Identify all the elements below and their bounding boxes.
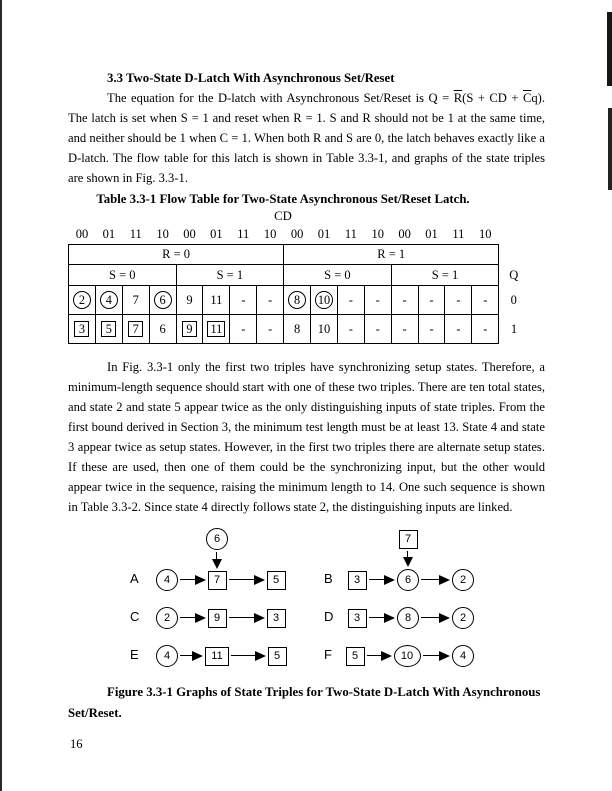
scan-artifact-top-right [607,12,612,86]
column-label: 01 [425,226,438,241]
state-node-circle: 4 [452,645,474,667]
q-spacer [499,224,529,245]
circled-state: 10 [315,291,333,309]
state-cell: - [364,315,391,344]
state-cell [311,286,338,315]
column-label: 01 [210,226,223,241]
intro-text-before: The equation for the D-latch with Asynchronous Set/Reset is [107,91,429,105]
arrow-head [255,651,266,661]
arrow-line [180,617,196,618]
graph-label: B [324,571,333,586]
column-label: 00 [398,226,411,241]
state-node-circle: 2 [452,607,474,629]
arrow-line [367,655,382,656]
circled-state: 2 [73,291,91,309]
state-cell: - [391,315,418,344]
figure-graphs [68,522,545,672]
arrow-head [439,613,450,623]
state-node-circle: 8 [397,607,419,629]
state-cell: - [391,286,418,315]
state-cell: 6 [149,315,176,344]
state-node-square: 3 [267,609,286,628]
q-value: 1 [510,321,518,336]
state-node-square: 11 [205,647,229,666]
s-group-header: S = 1 [391,265,499,286]
column-label: 10 [371,226,384,241]
arrow-head [384,613,395,623]
arrow-line [421,579,440,580]
state-cell: - [230,315,257,344]
state-cell: - [445,315,472,344]
state-node-circle: 10 [394,645,421,667]
state-cell: 10 [311,315,338,344]
graph-label: E [130,647,139,662]
column-label: 00 [75,226,89,241]
arrow-head [439,651,450,661]
table-title: Table 3.3-1 Flow Table for Two-State Asynchronous Set/Reset Latch. [96,192,470,206]
paragraph-analysis: In Fig. 3.3-1 only the first two triples have synchronizing setup states. Therefore, a minimum-length sequence should start with one of these two triples. There are ten total states, and state 2 and state 5 appear twice as the only distinguishing inputs of state triples. From the first bound derived in Section 3, the minimum test length must be at least 13. State 4 and state 3 appear twice as setup states. However, in the first two triples there are alternate setup states. If these are used, then one of them could be the synchronizing input, but the other would appear twice in the sequence, raising the minimum length to 14. One such sequence is shown in Table 3.3-2. Since state 4 directly follows state 2, the distinguishing inputs are linked. [68,360,545,514]
state-cell [203,315,230,344]
equation-lhs: Q = [428,91,454,105]
state-cell: - [418,315,445,344]
state-cell [69,286,96,315]
state-node-square: 9 [208,609,227,628]
arrow-head [254,613,265,623]
state-cell: - [257,286,284,315]
state-cell: - [472,286,499,315]
state-node-circle: 6 [206,528,228,550]
arrow-line [423,655,441,656]
arrow-head [195,613,206,623]
state-node-square: 3 [348,571,367,590]
equation-mid: (S + CD + [462,91,523,105]
state-cell [176,315,203,344]
arrow-head [192,651,203,661]
state-cell: - [230,286,257,315]
arrow-head [195,575,206,585]
graph-label: A [130,571,139,586]
state-node-circle: 6 [397,569,419,591]
column-label: 11 [129,226,142,241]
arrow-line [421,617,440,618]
state-cell: - [257,315,284,344]
r-group-header: R = 0 [69,245,284,265]
down-arrow-head [212,559,222,569]
s-group-header: S = 0 [284,265,392,286]
state-node-square: 3 [348,609,367,628]
boxed-state: 9 [182,321,197,337]
state-node-circle: 2 [156,607,178,629]
s-group-header: S = 0 [69,265,177,286]
state-node-square: 7 [208,571,227,590]
equation-tail: q). [531,91,545,105]
paragraph-intro [68,88,545,188]
graph-label: D [324,609,334,624]
latch-equation [429,91,545,105]
state-cell: 7 [122,286,149,315]
state-node-circle: 4 [156,645,178,667]
table-cd-label: CD [274,209,292,223]
down-arrow-head [403,557,413,567]
arrow-head [384,575,395,585]
figure-caption: Figure 3.3-1 Graphs of State Triples for Two-State D-Latch With Asynchronous Set/Reset. [68,685,541,720]
state-cell: - [445,286,472,315]
state-node-circle: 2 [452,569,474,591]
state-cell: - [418,286,445,315]
state-cell [69,315,96,344]
state-cell [122,315,149,344]
state-cell [284,286,311,315]
scan-edge-left [0,0,2,791]
page-number: 16 [70,737,83,751]
state-node-circle: 4 [156,569,178,591]
arrow-line [229,579,255,580]
column-label: 01 [317,226,331,241]
column-label: 11 [452,226,465,241]
state-cell: - [472,315,499,344]
column-label: 10 [263,226,277,241]
flow-table [68,224,529,344]
arrow-head [381,651,392,661]
column-label: 01 [102,226,116,241]
equation-r-bar: $\overline{R}$ [453,91,463,105]
q-column-label: Q [509,267,519,282]
column-label: 11 [237,226,250,241]
boxed-state: 3 [74,321,89,337]
state-node-square: 7 [399,530,418,549]
column-label: 00 [183,226,196,241]
state-cell: - [337,315,364,344]
scan-artifact-right [608,108,612,190]
state-cell: 8 [284,315,311,344]
column-label: 00 [290,226,304,241]
arrow-line [369,617,386,618]
column-label: 11 [344,226,357,241]
circled-state: 4 [100,291,118,309]
arrow-line [229,617,255,618]
graph-label: F [324,647,332,662]
arrow-line [231,655,256,656]
graph-label: C [130,609,140,624]
arrow-line [180,579,196,580]
boxed-state: 5 [101,321,116,337]
intro-text-after: The latch is set when S = 1 and reset when R = 1. S and R should not be 1 at the same time, and neither should be 1 when C = 1. When both R and S are 0, the latch behaves exactly like a D-latch. The flow table for this latch is shown in Table 3.3-1, and graphs of the state triples are shown in Fig. 3.3-1. [68,111,545,185]
boxed-state: 11 [207,321,225,337]
page-content [68,0,545,724]
state-node-square: 5 [268,647,287,666]
boxed-state: 7 [128,321,143,337]
q-spacer [499,245,529,265]
column-label: 10 [156,226,169,241]
circled-state: 6 [154,291,172,309]
state-cell: 11 [203,286,230,315]
section-heading: 3.3 Two-State D-Latch With Asynchronous Set/Reset [107,71,395,85]
circled-state: 8 [288,291,306,309]
state-cell [95,315,122,344]
state-cell [149,286,176,315]
s-group-header: S = 1 [176,265,284,286]
state-cell: - [337,286,364,315]
state-cell: 9 [176,286,203,315]
state-node-square: 5 [267,571,286,590]
state-cell: - [364,286,391,315]
state-node-square: 5 [346,647,365,666]
q-value: 0 [510,292,517,307]
column-label: 10 [479,226,492,241]
arrow-head [254,575,265,585]
arrow-head [439,575,450,585]
arrow-line [369,579,386,580]
state-cell [95,286,122,315]
equation-c-bar: $\overline{C}$ [522,91,532,105]
r-group-header: R = 1 [284,245,499,265]
